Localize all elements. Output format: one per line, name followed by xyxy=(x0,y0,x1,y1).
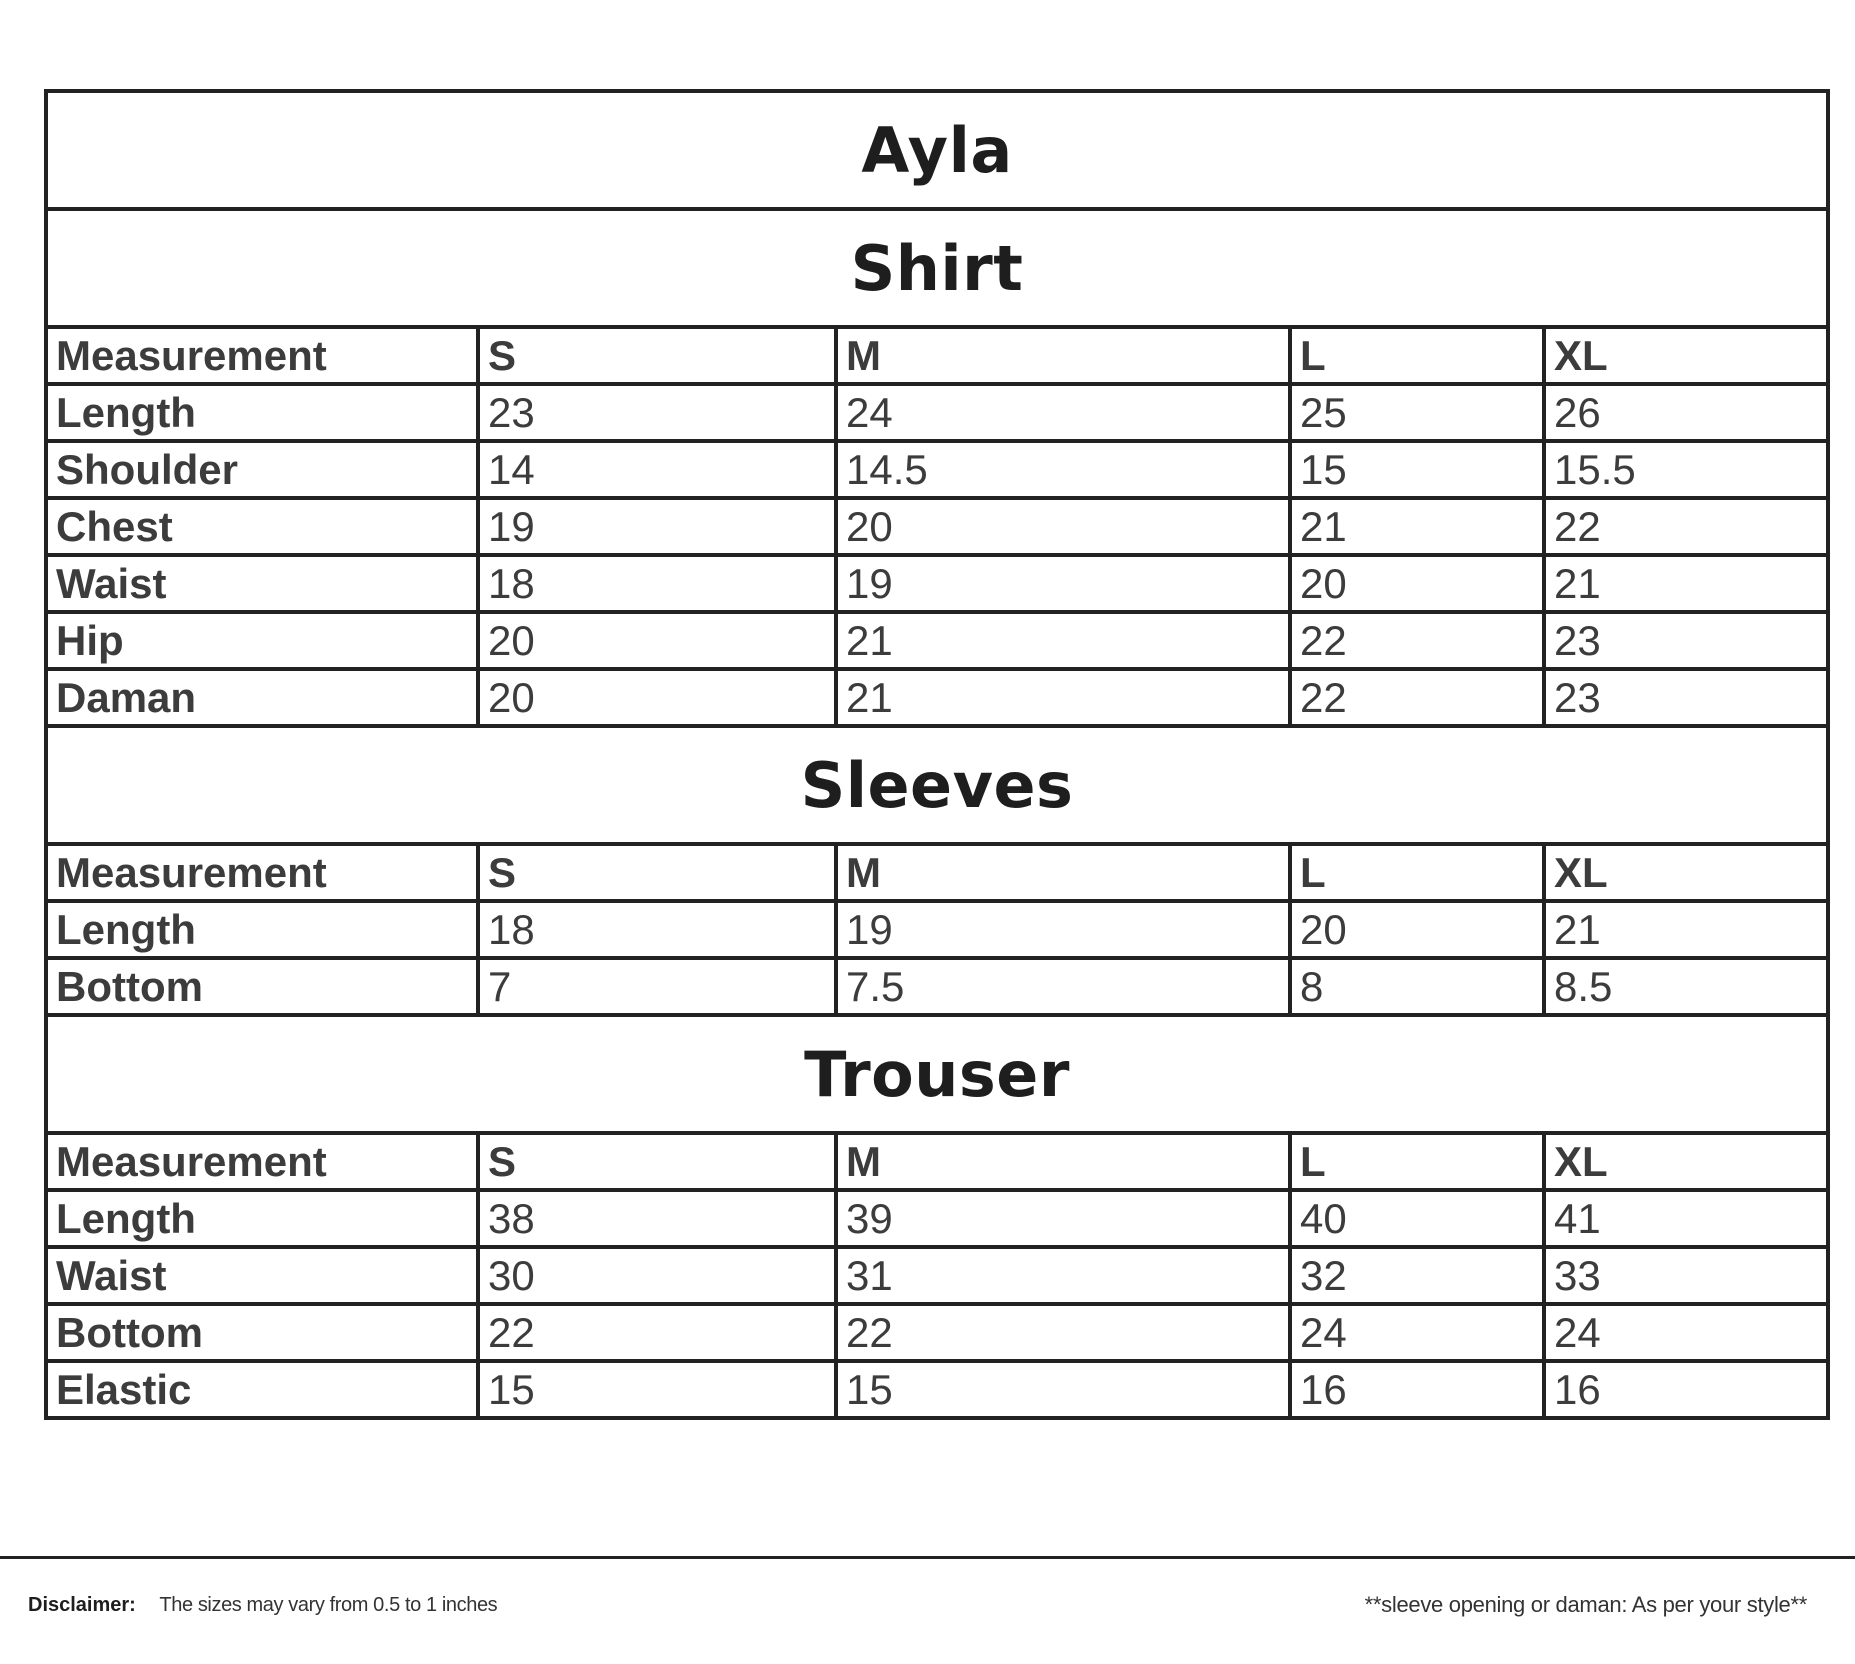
size-header-m: M xyxy=(836,1133,1290,1190)
measurement-value: 20 xyxy=(836,498,1290,555)
size-header-s: S xyxy=(478,844,836,901)
table-row xyxy=(46,958,1828,1015)
size-header-xl: XL xyxy=(1544,844,1828,901)
measurement-value: 15.5 xyxy=(1544,441,1828,498)
size-chart-body xyxy=(46,91,1828,1418)
size-header-s: S xyxy=(478,1133,836,1190)
measurement-value: 41 xyxy=(1544,1190,1828,1247)
shirt-section-title: Shirt xyxy=(46,209,1828,327)
measurement-value: 21 xyxy=(836,669,1290,726)
measurement-value: 21 xyxy=(1544,555,1828,612)
measurement-value: 22 xyxy=(478,1304,836,1361)
measurement-label: Waist xyxy=(46,1247,478,1304)
measurement-value: 24 xyxy=(1290,1304,1544,1361)
measurement-value: 19 xyxy=(836,901,1290,958)
measurement-value: 19 xyxy=(836,555,1290,612)
measurement-value: 16 xyxy=(1544,1361,1828,1418)
measurement-header: Measurement xyxy=(46,327,478,384)
measurement-value: 14.5 xyxy=(836,441,1290,498)
table-row xyxy=(46,612,1828,669)
measurement-value: 15 xyxy=(1290,441,1544,498)
disclaimer-label: Disclaimer: xyxy=(28,1594,136,1616)
trouser-section-title: Trouser xyxy=(46,1015,1828,1133)
measurement-label: Length xyxy=(46,901,478,958)
measurement-value: 20 xyxy=(1290,555,1544,612)
measurement-value: 21 xyxy=(1290,498,1544,555)
measurement-value: 38 xyxy=(478,1190,836,1247)
size-header-xl: XL xyxy=(1544,327,1828,384)
measurement-value: 14 xyxy=(478,441,836,498)
measurement-value: 33 xyxy=(1544,1247,1828,1304)
measurement-label: Waist xyxy=(46,555,478,612)
disclaimer-text: The sizes may vary from 0.5 to 1 inches xyxy=(159,1594,498,1616)
measurement-label: Elastic xyxy=(46,1361,478,1418)
measurement-label: Length xyxy=(46,384,478,441)
table-row xyxy=(46,1304,1828,1361)
trouser-section-heading-row xyxy=(46,1015,1828,1133)
measurement-label: Chest xyxy=(46,498,478,555)
sleeves-section-title: Sleeves xyxy=(46,726,1828,844)
measurement-value: 22 xyxy=(1544,498,1828,555)
measurement-value: 15 xyxy=(836,1361,1290,1418)
measurement-value: 23 xyxy=(478,384,836,441)
table-row xyxy=(46,901,1828,958)
footer-divider xyxy=(0,1556,1855,1559)
size-header-xl: XL xyxy=(1544,1133,1828,1190)
measurement-value: 24 xyxy=(1544,1304,1828,1361)
measurement-value: 18 xyxy=(478,555,836,612)
measurement-label: Bottom xyxy=(46,1304,478,1361)
measurement-value: 20 xyxy=(1290,901,1544,958)
measurement-value: 40 xyxy=(1290,1190,1544,1247)
chart-title: Ayla xyxy=(46,91,1828,209)
measurement-value: 22 xyxy=(1290,669,1544,726)
table-row xyxy=(46,555,1828,612)
table-row xyxy=(46,498,1828,555)
measurement-label: Length xyxy=(46,1190,478,1247)
measurement-value: 26 xyxy=(1544,384,1828,441)
measurement-value: 30 xyxy=(478,1247,836,1304)
measurement-value: 8 xyxy=(1290,958,1544,1015)
table-row xyxy=(46,1361,1828,1418)
measurement-label: Hip xyxy=(46,612,478,669)
trouser-header-row xyxy=(46,1133,1828,1190)
measurement-label: Daman xyxy=(46,669,478,726)
table-row xyxy=(46,1190,1828,1247)
table-row xyxy=(46,441,1828,498)
shirt-header-row xyxy=(46,327,1828,384)
measurement-header: Measurement xyxy=(46,1133,478,1190)
measurement-value: 22 xyxy=(836,1304,1290,1361)
measurement-value: 7.5 xyxy=(836,958,1290,1015)
measurement-label: Shoulder xyxy=(46,441,478,498)
size-header-l: L xyxy=(1290,1133,1544,1190)
size-header-m: M xyxy=(836,844,1290,901)
size-header-l: L xyxy=(1290,844,1544,901)
size-header-s: S xyxy=(478,327,836,384)
measurement-value: 21 xyxy=(1544,901,1828,958)
shirt-section-heading-row xyxy=(46,209,1828,327)
measurement-value: 7 xyxy=(478,958,836,1015)
measurement-value: 20 xyxy=(478,612,836,669)
size-chart-table xyxy=(44,89,1830,1420)
measurement-value: 32 xyxy=(1290,1247,1544,1304)
table-row xyxy=(46,1247,1828,1304)
measurement-value: 8.5 xyxy=(1544,958,1828,1015)
measurement-value: 20 xyxy=(478,669,836,726)
size-header-l: L xyxy=(1290,327,1544,384)
measurement-value: 16 xyxy=(1290,1361,1544,1418)
measurement-value: 19 xyxy=(478,498,836,555)
measurement-value: 23 xyxy=(1544,612,1828,669)
measurement-value: 18 xyxy=(478,901,836,958)
style-note: **sleeve opening or daman: As per your style** xyxy=(1364,1592,1807,1617)
measurement-value: 24 xyxy=(836,384,1290,441)
measurement-value: 39 xyxy=(836,1190,1290,1247)
measurement-label: Bottom xyxy=(46,958,478,1015)
measurement-value: 15 xyxy=(478,1361,836,1418)
measurement-value: 23 xyxy=(1544,669,1828,726)
table-row xyxy=(46,384,1828,441)
measurement-value: 31 xyxy=(836,1247,1290,1304)
disclaimer xyxy=(28,1594,497,1617)
measurement-header: Measurement xyxy=(46,844,478,901)
measurement-value: 22 xyxy=(1290,612,1544,669)
sleeves-header-row xyxy=(46,844,1828,901)
size-header-m: M xyxy=(836,327,1290,384)
table-row xyxy=(46,669,1828,726)
sleeves-section-heading-row xyxy=(46,726,1828,844)
title-row xyxy=(46,91,1828,209)
measurement-value: 21 xyxy=(836,612,1290,669)
measurement-value: 25 xyxy=(1290,384,1544,441)
